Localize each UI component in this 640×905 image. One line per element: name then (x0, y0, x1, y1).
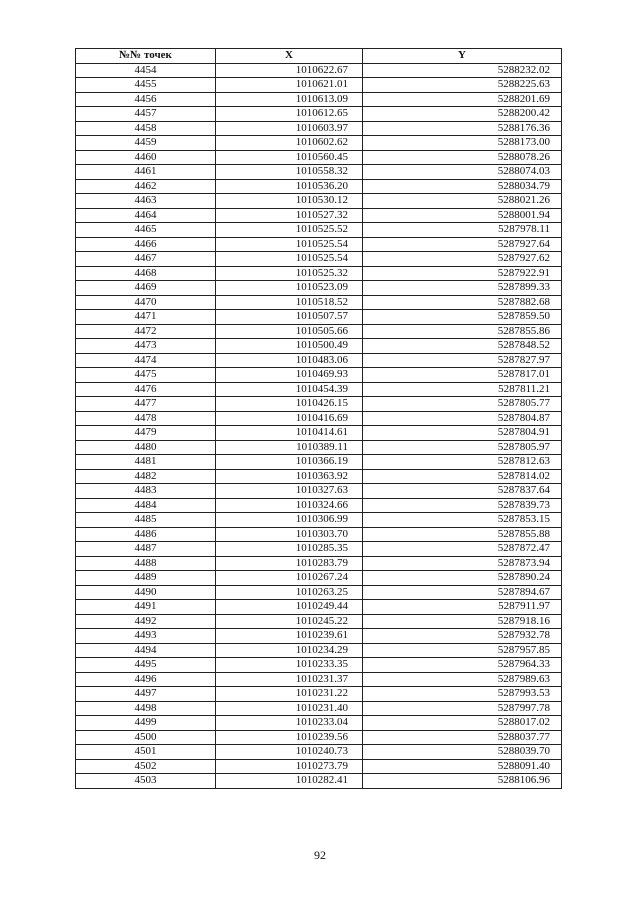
x-cell: 1010469.93 (216, 368, 363, 383)
y-cell: 5288173.00 (363, 136, 562, 151)
x-cell: 1010234.29 (216, 643, 363, 658)
table-row (76, 368, 562, 383)
table-row (76, 469, 562, 484)
table-row (76, 774, 562, 789)
x-cell: 1010527.32 (216, 208, 363, 223)
table-row (76, 484, 562, 499)
table-row (76, 121, 562, 136)
point-number-cell: 4464 (76, 208, 216, 223)
point-number-cell: 4465 (76, 223, 216, 238)
x-cell: 1010231.22 (216, 687, 363, 702)
header-point-number: №№ точек (76, 49, 216, 64)
y-cell: 5288106.96 (363, 774, 562, 789)
y-cell: 5287932.78 (363, 629, 562, 644)
y-cell: 5287964.33 (363, 658, 562, 673)
x-cell: 1010240.73 (216, 745, 363, 760)
point-number-cell: 4488 (76, 556, 216, 571)
y-cell: 5287804.91 (363, 426, 562, 441)
table-row (76, 107, 562, 122)
y-cell: 5288001.94 (363, 208, 562, 223)
x-cell: 1010231.40 (216, 701, 363, 716)
x-cell: 1010231.37 (216, 672, 363, 687)
table-row (76, 571, 562, 586)
point-number-cell: 4461 (76, 165, 216, 180)
point-number-cell: 4486 (76, 527, 216, 542)
table-row (76, 426, 562, 441)
point-number-cell: 4467 (76, 252, 216, 267)
x-cell: 1010306.99 (216, 513, 363, 528)
point-number-cell: 4463 (76, 194, 216, 209)
x-cell: 1010621.01 (216, 78, 363, 93)
y-cell: 5287918.16 (363, 614, 562, 629)
y-cell: 5287805.97 (363, 440, 562, 455)
point-number-cell: 4458 (76, 121, 216, 136)
y-cell: 5288074.03 (363, 165, 562, 180)
table-row (76, 643, 562, 658)
table-row (76, 498, 562, 513)
x-cell: 1010500.49 (216, 339, 363, 354)
y-cell: 5287993.53 (363, 687, 562, 702)
x-cell: 1010525.54 (216, 252, 363, 267)
point-number-cell: 4455 (76, 78, 216, 93)
table-row (76, 397, 562, 412)
y-cell: 5287855.86 (363, 324, 562, 339)
y-cell: 5288078.26 (363, 150, 562, 165)
y-cell: 5288091.40 (363, 759, 562, 774)
y-cell: 5288225.63 (363, 78, 562, 93)
point-number-cell: 4493 (76, 629, 216, 644)
table-row (76, 658, 562, 673)
table-row (76, 92, 562, 107)
x-cell: 1010327.63 (216, 484, 363, 499)
page-number: 92 (314, 848, 326, 862)
header-x: X (216, 49, 363, 64)
x-cell: 1010603.97 (216, 121, 363, 136)
y-cell: 5288201.69 (363, 92, 562, 107)
x-cell: 1010536.20 (216, 179, 363, 194)
y-cell: 5288017.02 (363, 716, 562, 731)
y-cell: 5288021.26 (363, 194, 562, 209)
table-row (76, 78, 562, 93)
point-number-cell: 4497 (76, 687, 216, 702)
y-cell: 5287814.02 (363, 469, 562, 484)
table-row (76, 179, 562, 194)
table-row (76, 63, 562, 78)
x-cell: 1010530.12 (216, 194, 363, 209)
x-cell: 1010414.61 (216, 426, 363, 441)
point-number-cell: 4466 (76, 237, 216, 252)
point-number-cell: 4459 (76, 136, 216, 151)
y-cell: 5287882.68 (363, 295, 562, 310)
x-cell: 1010239.61 (216, 629, 363, 644)
x-cell: 1010233.04 (216, 716, 363, 731)
x-cell: 1010263.25 (216, 585, 363, 600)
x-cell: 1010507.57 (216, 310, 363, 325)
x-cell: 1010454.39 (216, 382, 363, 397)
table-row (76, 310, 562, 325)
y-cell: 5287853.15 (363, 513, 562, 528)
y-cell: 5287872.47 (363, 542, 562, 557)
y-cell: 5288034.79 (363, 179, 562, 194)
point-number-cell: 4479 (76, 426, 216, 441)
x-cell: 1010245.22 (216, 614, 363, 629)
point-number-cell: 4490 (76, 585, 216, 600)
y-cell: 5287817.01 (363, 368, 562, 383)
x-cell: 1010523.09 (216, 281, 363, 296)
coordinates-table (75, 48, 562, 789)
x-cell: 1010613.09 (216, 92, 363, 107)
x-cell: 1010602.62 (216, 136, 363, 151)
point-number-cell: 4499 (76, 716, 216, 731)
point-number-cell: 4489 (76, 571, 216, 586)
x-cell: 1010233.35 (216, 658, 363, 673)
point-number-cell: 4503 (76, 774, 216, 789)
x-cell: 1010282.41 (216, 774, 363, 789)
x-cell: 1010283.79 (216, 556, 363, 571)
table-row (76, 440, 562, 455)
x-cell: 1010525.32 (216, 266, 363, 281)
table-row (76, 339, 562, 354)
y-cell: 5288232.02 (363, 63, 562, 78)
y-cell: 5287805.77 (363, 397, 562, 412)
y-cell: 5287957.85 (363, 643, 562, 658)
y-cell: 5288039.70 (363, 745, 562, 760)
y-cell: 5287873.94 (363, 556, 562, 571)
table-row (76, 223, 562, 238)
point-number-cell: 4481 (76, 455, 216, 470)
y-cell: 5287894.67 (363, 585, 562, 600)
x-cell: 1010560.45 (216, 150, 363, 165)
point-number-cell: 4476 (76, 382, 216, 397)
x-cell: 1010612.65 (216, 107, 363, 122)
table-row (76, 252, 562, 267)
point-number-cell: 4457 (76, 107, 216, 122)
point-number-cell: 4462 (76, 179, 216, 194)
table-row (76, 701, 562, 716)
y-cell: 5287922.91 (363, 266, 562, 281)
header-row (76, 49, 562, 64)
table-row (76, 716, 562, 731)
table-row (76, 527, 562, 542)
table-header (76, 49, 562, 64)
y-cell: 5288176.36 (363, 121, 562, 136)
point-number-cell: 4460 (76, 150, 216, 165)
x-cell: 1010324.66 (216, 498, 363, 513)
point-number-cell: 4487 (76, 542, 216, 557)
y-cell: 5287855.88 (363, 527, 562, 542)
x-cell: 1010249.44 (216, 600, 363, 615)
table-row (76, 194, 562, 209)
point-number-cell: 4473 (76, 339, 216, 354)
x-cell: 1010366.19 (216, 455, 363, 470)
y-cell: 5288037.77 (363, 730, 562, 745)
table-row (76, 266, 562, 281)
x-cell: 1010558.32 (216, 165, 363, 180)
y-cell: 5288200.42 (363, 107, 562, 122)
x-cell: 1010303.70 (216, 527, 363, 542)
table-row (76, 556, 562, 571)
table-row (76, 614, 562, 629)
table-body (76, 63, 562, 788)
y-cell: 5287927.64 (363, 237, 562, 252)
y-cell: 5287848.52 (363, 339, 562, 354)
point-number-cell: 4475 (76, 368, 216, 383)
y-cell: 5287812.63 (363, 455, 562, 470)
table-row (76, 745, 562, 760)
x-cell: 1010483.06 (216, 353, 363, 368)
y-cell: 5287839.73 (363, 498, 562, 513)
point-number-cell: 4474 (76, 353, 216, 368)
point-number-cell: 4491 (76, 600, 216, 615)
point-number-cell: 4472 (76, 324, 216, 339)
table-row (76, 513, 562, 528)
y-cell: 5287890.24 (363, 571, 562, 586)
table-row (76, 542, 562, 557)
point-number-cell: 4456 (76, 92, 216, 107)
x-cell: 1010525.52 (216, 223, 363, 238)
table-row (76, 585, 562, 600)
table-row (76, 629, 562, 644)
point-number-cell: 4482 (76, 469, 216, 484)
point-number-cell: 4471 (76, 310, 216, 325)
x-cell: 1010273.79 (216, 759, 363, 774)
y-cell: 5287827.97 (363, 353, 562, 368)
x-cell: 1010267.24 (216, 571, 363, 586)
y-cell: 5287989.63 (363, 672, 562, 687)
x-cell: 1010505.66 (216, 324, 363, 339)
table-row (76, 237, 562, 252)
y-cell: 5287997.78 (363, 701, 562, 716)
table-row (76, 136, 562, 151)
x-cell: 1010285.35 (216, 542, 363, 557)
point-number-cell: 4478 (76, 411, 216, 426)
point-number-cell: 4480 (76, 440, 216, 455)
table-row (76, 411, 562, 426)
point-number-cell: 4485 (76, 513, 216, 528)
y-cell: 5287899.33 (363, 281, 562, 296)
point-number-cell: 4495 (76, 658, 216, 673)
point-number-cell: 4498 (76, 701, 216, 716)
table-row (76, 208, 562, 223)
y-cell: 5287811.21 (363, 382, 562, 397)
y-cell: 5287859.50 (363, 310, 562, 325)
table-row (76, 730, 562, 745)
point-number-cell: 4492 (76, 614, 216, 629)
table-row (76, 295, 562, 310)
point-number-cell: 4500 (76, 730, 216, 745)
point-number-cell: 4502 (76, 759, 216, 774)
point-number-cell: 4454 (76, 63, 216, 78)
point-number-cell: 4484 (76, 498, 216, 513)
point-number-cell: 4477 (76, 397, 216, 412)
header-y: Y (363, 49, 562, 64)
x-cell: 1010426.15 (216, 397, 363, 412)
point-number-cell: 4496 (76, 672, 216, 687)
x-cell: 1010622.67 (216, 63, 363, 78)
table-row (76, 353, 562, 368)
point-number-cell: 4501 (76, 745, 216, 760)
point-number-cell: 4494 (76, 643, 216, 658)
point-number-cell: 4469 (76, 281, 216, 296)
x-cell: 1010518.52 (216, 295, 363, 310)
table-row (76, 382, 562, 397)
x-cell: 1010525.54 (216, 237, 363, 252)
y-cell: 5287911.97 (363, 600, 562, 615)
table-row (76, 687, 562, 702)
table-row (76, 600, 562, 615)
table-row (76, 759, 562, 774)
table-row (76, 150, 562, 165)
table-row (76, 165, 562, 180)
y-cell: 5287804.87 (363, 411, 562, 426)
table-row (76, 672, 562, 687)
table-row (76, 324, 562, 339)
x-cell: 1010416.69 (216, 411, 363, 426)
y-cell: 5287927.62 (363, 252, 562, 267)
table-row (76, 455, 562, 470)
x-cell: 1010389.11 (216, 440, 363, 455)
table-row (76, 281, 562, 296)
x-cell: 1010363.92 (216, 469, 363, 484)
x-cell: 1010239.56 (216, 730, 363, 745)
point-number-cell: 4483 (76, 484, 216, 499)
point-number-cell: 4468 (76, 266, 216, 281)
point-number-cell: 4470 (76, 295, 216, 310)
y-cell: 5287978.11 (363, 223, 562, 238)
y-cell: 5287837.64 (363, 484, 562, 499)
